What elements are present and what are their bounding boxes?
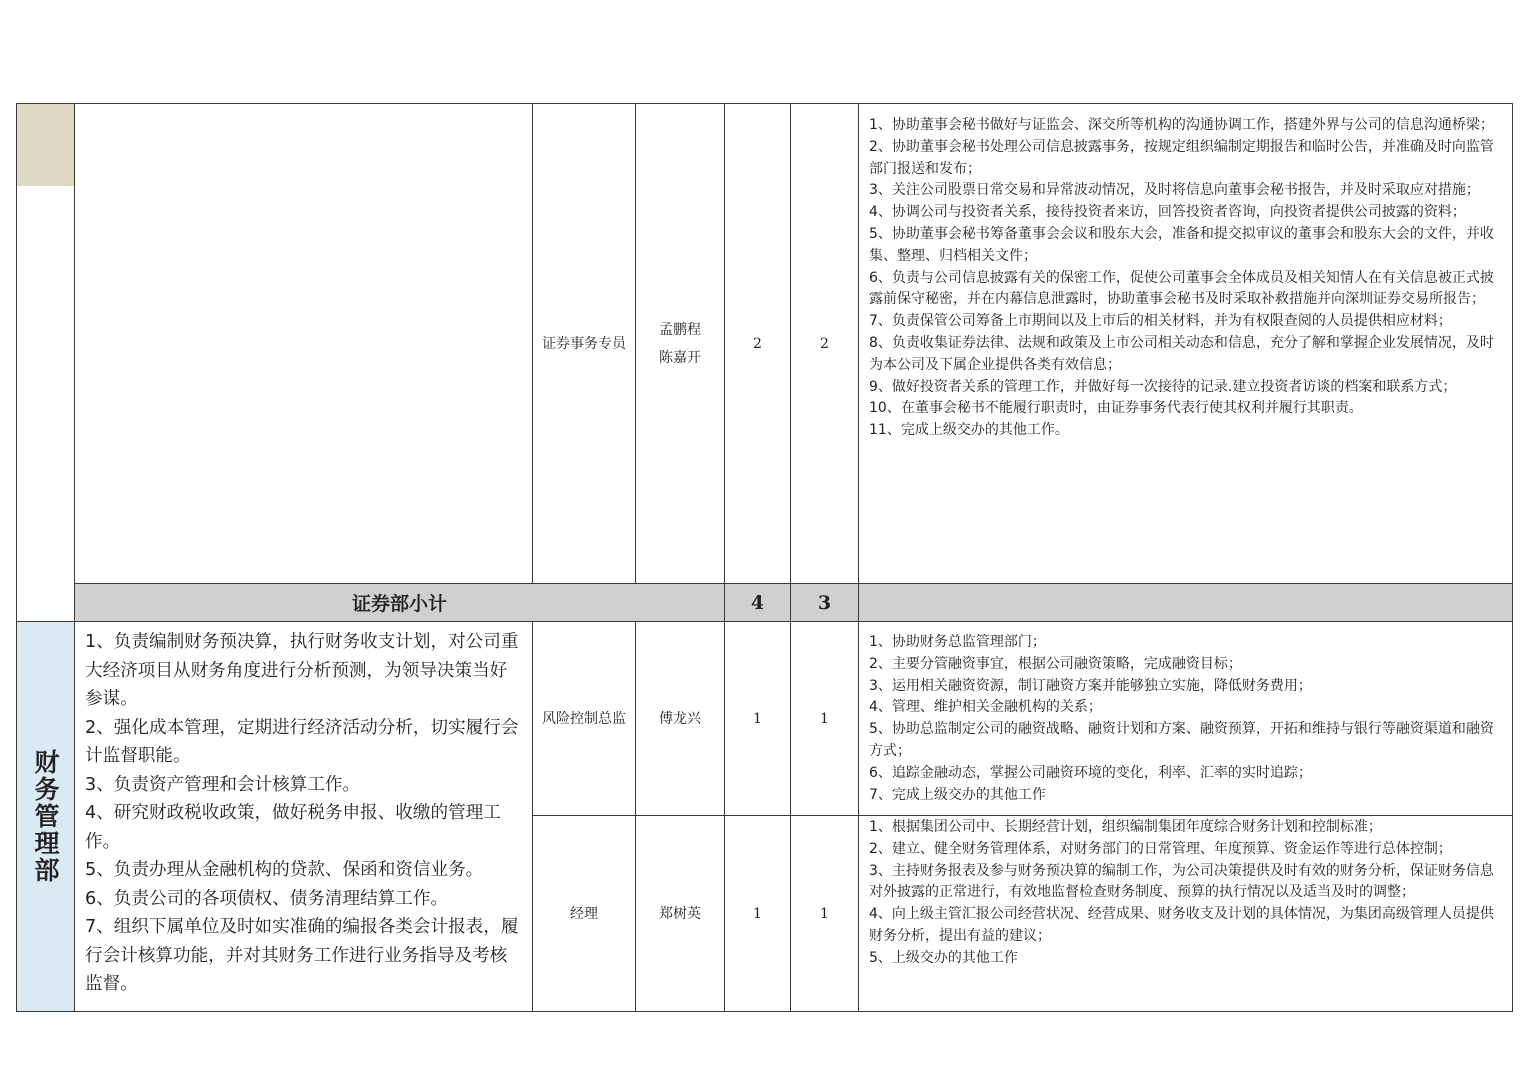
duty-item: 4、向上级主管汇报公司经营状况、经营成果、财务收支及计划的具体情况，为集团高级管理人员提供财务分析，提出有益的建议； — [869, 906, 1494, 944]
duty-item: 2、协助董事会秘书处理公司信息披露事务，按规定组织编制定期报告和临时公告，并准确及时向监管部门报送和发布； — [869, 138, 1494, 177]
function-item: 6、负责公司的各项债权、债务清理结算工作。 — [85, 888, 449, 909]
manager-position-cell — [533, 816, 635, 1011]
securities-position: 证券事务专员 — [542, 335, 626, 352]
risk-count-a: 1 — [753, 710, 762, 727]
finance-dept-name: 财务管理部 — [31, 749, 60, 884]
securities-count-a: 2 — [753, 335, 762, 352]
duty-item: 5、上级交办的其他工作 — [869, 949, 1018, 966]
risk-staff-cell — [636, 622, 724, 815]
duty-item: 4、协调公司与投资者关系，接待投资者来访，回答投资者咨询，向投资者提供公司披露的资料； — [869, 204, 1466, 221]
duty-item: 6、负责与公司信息披露有关的保密工作，促使公司董事会全体成员及相关知情人在有关信息被正式披露前保守秘密，并在内幕信息泄露时，协助董事会秘书及时采取补救措施并向深圳证券交易所报告； — [869, 269, 1494, 308]
duty-item: 11、完成上级交办的其他工作。 — [869, 422, 1069, 439]
manager-position: 经理 — [570, 905, 598, 922]
function-item: 7、组织下属单位及时如实准确的编报各类会计报表，履行会计核算功能，并对其财务工作进行业务指导及考核监督。 — [85, 917, 519, 994]
duty-item: 1、协助董事会秘书做好与证监会、深交所等机构的沟通协调工作，搭建外界与公司的信息沟通桥梁； — [869, 117, 1494, 133]
staff-name: 孟鹏程 — [659, 321, 701, 338]
duty-item: 1、协助财务总监管理部门； — [869, 634, 1046, 650]
duty-item: 2、建立、健全财务管理体系，对财务部门的日常管理、年度预算、资金运作等进行总体控制； — [869, 840, 1452, 857]
risk-position-cell — [533, 622, 635, 815]
staff-name: 傅龙兴 — [659, 710, 701, 727]
subtotal-label-cell — [75, 584, 724, 621]
risk-count-b: 1 — [820, 710, 829, 727]
manager-count-a: 1 — [753, 905, 762, 922]
duty-item: 5、协助总监制定公司的融资战略、融资计划和方案、融资预算，开拓和维持与银行等融资渠道和融资方式； — [869, 721, 1494, 759]
duty-item: 2、主要分管融资事宜，根据公司融资策略，完成融资目标； — [869, 655, 1242, 672]
finance-dept-name-cell — [17, 622, 74, 1011]
duty-item: 10、在董事会秘书不能履行职责时，由证券事务代表行使其权利并履行其职责。 — [869, 400, 1363, 417]
duty-item: 3、关注公司股票日常交易和异常波动情况，及时将信息向董事会秘书报告，并及时采取应对措施； — [869, 182, 1480, 199]
staff-name: 陈嘉开 — [659, 349, 701, 366]
staff-name: 郑树英 — [659, 905, 701, 922]
function-item: 3、负责资产管理和会计核算工作。 — [85, 774, 361, 795]
duty-item: 9、做好投资者关系的管理工作，并做好每一次接待的记录.建立投资者访谈的档案和联系方式； — [869, 378, 1457, 395]
subtotal-count-b: 3 — [817, 591, 832, 614]
duty-item: 4、管理、维护相关金融机构的关系； — [869, 699, 1102, 716]
risk-position: 风险控制总监 — [542, 710, 626, 727]
duty-item: 1、根据集团公司中、长期经营计划，组织编制集团年度综合财务计划和控制标准； — [869, 819, 1382, 835]
duty-item: 5、协助董事会秘书筹备董事会会议和股东大会，准备和提交拟审议的董事会和股东大会的文件，并收集、整理、归档相关文件； — [869, 225, 1494, 264]
manager-count-b: 1 — [820, 905, 829, 922]
securities-staff-cell — [636, 104, 724, 583]
manager-staff-cell — [636, 816, 724, 1011]
finance-functions — [75, 622, 532, 1011]
securities-position-cell — [533, 104, 635, 583]
duty-item: 3、主持财务报表及参与财务预决算的编制工作，为公司决策提供及时有效的财务分析，保证财务信息对外披露的正常进行，有效地监督检查财务制度、预算的执行情况以及适当及时的调整； — [869, 862, 1494, 901]
top-dept-cell — [16, 104, 74, 186]
duty-item: 7、完成上级交办的其他工作 — [869, 786, 1046, 803]
securities-count-b: 2 — [820, 335, 829, 352]
duty-item: 3、运用相关融资资源，制订融资方案并能够独立实施，降低财务费用； — [869, 677, 1312, 694]
duty-item: 7、负责保管公司筹备上市期间以及上市后的相关材料，并为有权限查阅的人员提供相应材料； — [869, 313, 1452, 330]
function-item: 5、负责办理从金融机构的贷款、保函和资信业务。 — [85, 860, 484, 880]
function-item: 4、研究财政税收政策，做好税务申报、收缴的管理工作。 — [85, 803, 501, 852]
subtotal-count-a: 4 — [750, 591, 765, 614]
duty-item: 6、追踪金融动态，掌握公司融资环境的变化，利率、汇率的实时追踪； — [869, 764, 1312, 781]
duty-item: 8、负责收集证券法律、法规和政策及上市公司相关动态和信息，充分了解和掌握企业发展情况，及时为本公司及下属企业提供各类有效信息； — [869, 334, 1494, 373]
subtotal-label: 证券部小计 — [351, 593, 447, 615]
securities-duties — [859, 104, 1512, 583]
risk-duties — [859, 622, 1512, 815]
function-item: 2、强化成本管理，定期进行经济活动分析，切实履行会计监督职能。 — [85, 717, 519, 766]
manager-duties — [859, 816, 1512, 1011]
function-item: 1、负责编制财务预决算，执行财务收支计划，对公司重大经济项目从财务角度进行分析预测，为领导决策当好参谋。 — [85, 632, 519, 709]
